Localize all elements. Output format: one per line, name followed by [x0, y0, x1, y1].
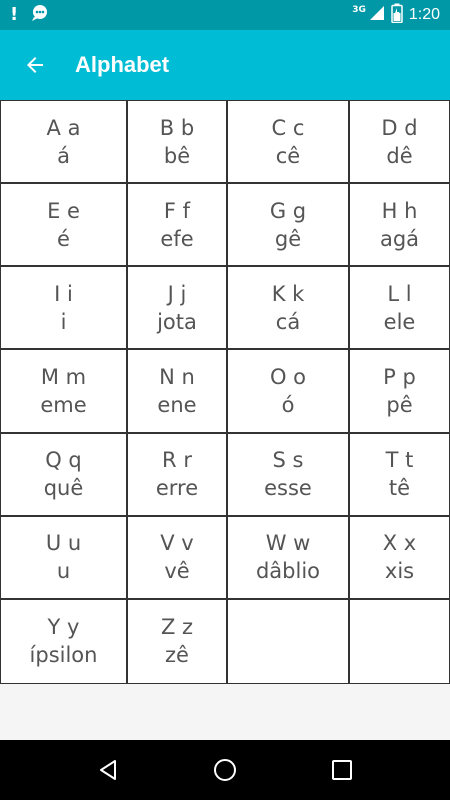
letter-cell[interactable] — [228, 184, 350, 267]
letter-glyphs: R r — [162, 448, 192, 473]
letter-cell[interactable] — [1, 517, 128, 600]
letter-name: é — [57, 226, 70, 251]
network-type: 3G — [352, 5, 366, 15]
nav-recents-button[interactable] — [312, 740, 372, 800]
letter-glyphs: T t — [385, 448, 414, 473]
nav-back-button[interactable] — [78, 740, 138, 800]
letter-name: ele — [383, 309, 416, 334]
home-circle-icon — [212, 757, 238, 783]
letter-cell[interactable] — [228, 517, 350, 600]
empty-cell — [228, 600, 350, 683]
letter-cell[interactable] — [128, 434, 228, 517]
letter-glyphs: V v — [160, 531, 194, 556]
letter-glyphs: E e — [47, 198, 80, 223]
letter-glyphs: S s — [272, 448, 304, 473]
letter-glyphs: L l — [387, 281, 412, 306]
letter-cell[interactable] — [350, 434, 449, 517]
letter-glyphs: B b — [159, 115, 195, 140]
letter-name: quê — [43, 476, 84, 501]
letter-name: tê — [388, 476, 411, 501]
letter-cell[interactable] — [228, 434, 350, 517]
recents-square-icon — [331, 759, 353, 781]
letter-name: esse — [264, 476, 312, 501]
letter-name: eme — [40, 392, 87, 417]
letter-glyphs: U u — [45, 531, 82, 556]
letter-glyphs: Z z — [160, 615, 194, 640]
status-time: 1:20 — [408, 6, 440, 23]
letter-name: jota — [157, 309, 197, 334]
letter-cell[interactable] — [1, 350, 128, 433]
letter-cell[interactable] — [1, 267, 128, 350]
letter-name: efe — [160, 226, 194, 251]
signal-icon — [369, 5, 385, 25]
page-title: Alphabet — [75, 52, 170, 77]
letter-cell[interactable] — [128, 267, 228, 350]
empty-cell — [350, 600, 449, 683]
letter-glyphs: G g — [269, 198, 307, 223]
letter-cell[interactable] — [228, 267, 350, 350]
letter-name: ó — [281, 392, 295, 417]
letter-name: u — [56, 559, 71, 584]
app-bar — [0, 30, 450, 100]
status-bar — [0, 0, 450, 30]
letter-cell[interactable] — [128, 517, 228, 600]
letter-cell[interactable] — [350, 184, 449, 267]
letter-name: ene — [157, 392, 197, 417]
letter-name: á — [57, 143, 70, 168]
letter-glyphs: F f — [163, 198, 191, 223]
letter-name: cá — [275, 309, 301, 334]
letter-name: agá — [379, 226, 420, 251]
letter-cell[interactable] — [1, 101, 128, 184]
letter-name: cê — [275, 143, 301, 168]
letter-glyphs: W w — [265, 531, 311, 556]
letter-cell[interactable] — [1, 434, 128, 517]
letter-cell[interactable] — [350, 101, 449, 184]
letter-glyphs: M m — [40, 364, 87, 389]
letter-cell[interactable] — [128, 184, 228, 267]
letter-glyphs: C c — [271, 115, 305, 140]
letter-glyphs: X x — [382, 531, 417, 556]
letter-name: gê — [274, 226, 302, 251]
letter-cell[interactable] — [1, 184, 128, 267]
letter-glyphs: Y y — [47, 615, 80, 640]
letter-glyphs: Q q — [45, 448, 82, 473]
letter-name: dâblio — [255, 559, 321, 584]
battery-icon — [391, 3, 403, 27]
letter-cell[interactable] — [228, 101, 350, 184]
chat-notification-icon — [30, 4, 50, 26]
alphabet-grid — [0, 100, 450, 684]
letter-name: ípsilon — [29, 643, 98, 668]
letter-name: dê — [386, 143, 413, 168]
arrow-back-icon — [23, 53, 47, 77]
letter-glyphs: D d — [381, 115, 418, 140]
letter-cell[interactable] — [228, 350, 350, 433]
letter-glyphs: N n — [159, 364, 195, 389]
letter-name: xis — [384, 559, 415, 584]
letter-glyphs: A a — [46, 115, 81, 140]
letter-name: i — [60, 309, 67, 334]
letter-cell[interactable] — [350, 517, 449, 600]
letter-name: pê — [386, 392, 413, 417]
letter-name: zê — [165, 643, 189, 668]
letter-cell[interactable] — [128, 101, 228, 184]
letter-cell[interactable] — [128, 350, 228, 433]
letter-cell[interactable] — [1, 600, 128, 683]
letter-glyphs: I i — [54, 281, 73, 306]
alert-icon: ! — [10, 4, 19, 25]
nav-home-button[interactable] — [195, 740, 255, 800]
back-triangle-icon — [97, 759, 119, 781]
letter-name: bê — [163, 143, 191, 168]
letter-name: erre — [155, 476, 199, 501]
letter-cell[interactable] — [350, 267, 449, 350]
letter-cell[interactable] — [350, 350, 449, 433]
letter-glyphs: K k — [271, 281, 305, 306]
letter-name: vê — [164, 559, 190, 584]
letter-glyphs: P p — [383, 364, 416, 389]
letter-glyphs: O o — [269, 364, 307, 389]
letter-glyphs: H h — [381, 198, 418, 223]
navigation-bar — [0, 740, 450, 800]
back-button[interactable] — [0, 30, 70, 100]
letter-glyphs: J j — [167, 281, 187, 306]
letter-cell[interactable] — [128, 600, 228, 683]
